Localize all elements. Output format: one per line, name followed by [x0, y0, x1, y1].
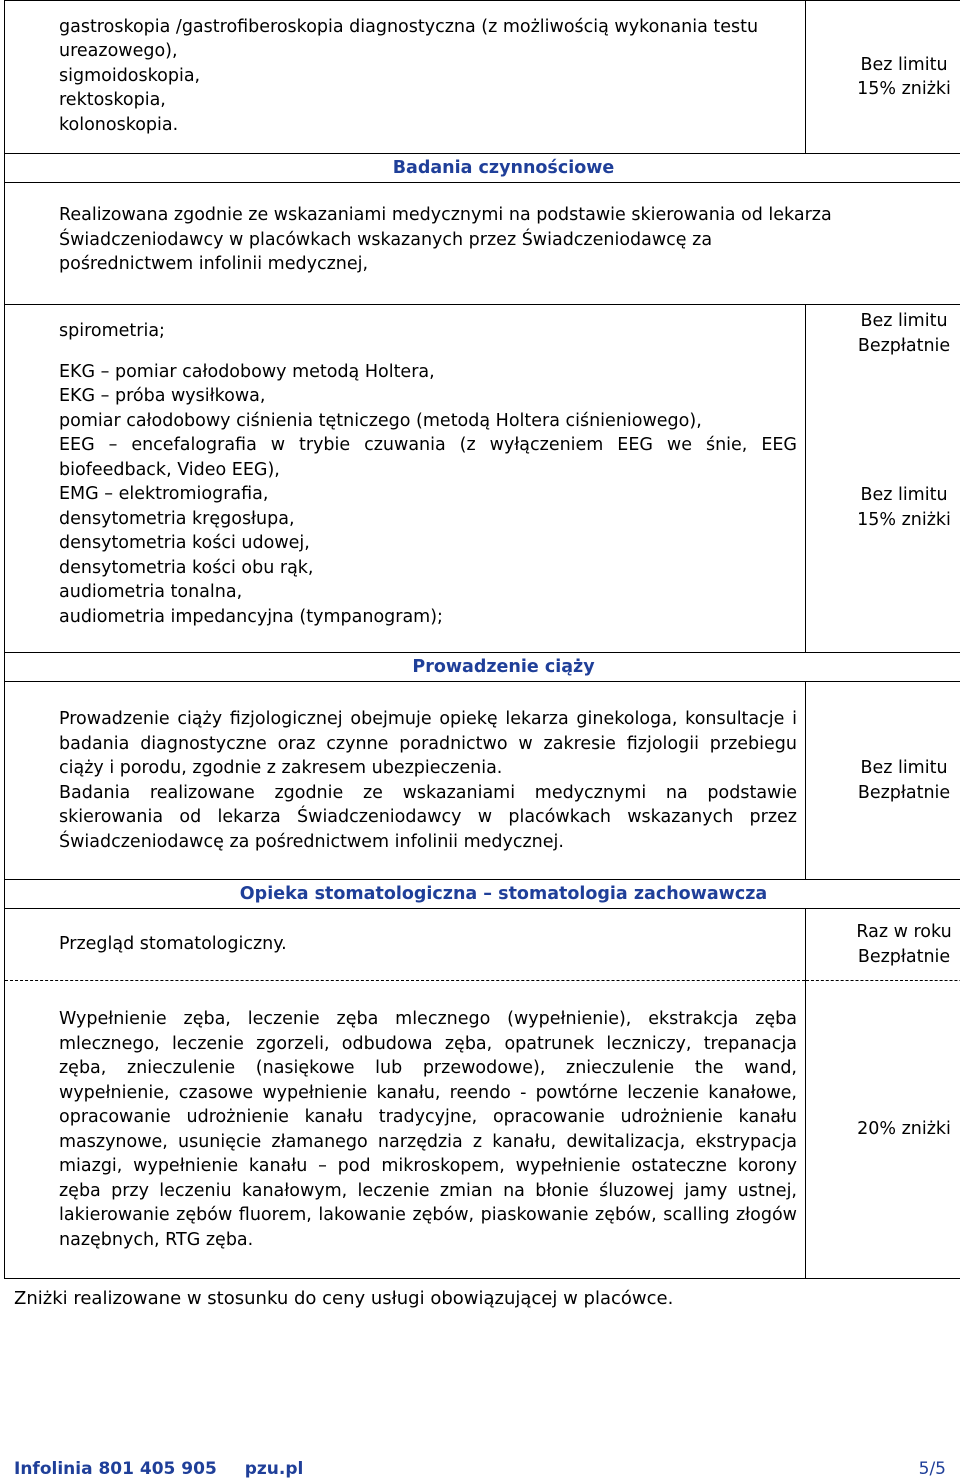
table-row — [5, 682, 960, 880]
list-item: densytometria kości obu rąk, — [59, 557, 314, 578]
endoscopy-line: kolonoskopia. — [59, 114, 179, 135]
dental-treatments-text: Wypełnienie zęba, leczenie zęba mlecznego (wypełnienie), ekstrakcja zęba mlecznego, leczenie zgorzeli, odbudowa zęba, opatrunek leczniczy, trepanacja zęba, znieczulenie (nasiękowe lub przewodowe), znieczulenie the wand, wypełnienie, czasowe wypełnienie kanału, reendo - powtórne leczenie kanałowe, opracowanie udrożnienie kanału tradycyjne, opracowanie udrożnienie kanału maszynowe, usunięcie złamanego narzędzia z kanału, dewitalizacja, ekstrypacja miazgi, wypełnienie kanału – pod mikroskopem, wypełnienie ostateczne korony zęba przy leczeniu kanałowym, leczenie zmian na błonie śluzowej jamy ustnej, lakierowanie zębów fluorem, lakowanie zębów, piaskowanie zębów, scalling złogów nazębnych, RTG zęba. — [59, 1009, 797, 1250]
list-item: EKG – pomiar całodobowy metodą Holtera, — [59, 361, 435, 382]
list-item: EKG – próba wysiłkowa, — [59, 386, 266, 406]
discount-text: 15% zniżki — [857, 509, 951, 530]
section-header-functional: Badania czynnościowe — [5, 154, 960, 183]
dental-checkup: Przegląd stomatologiczny. — [5, 909, 806, 981]
endoscopy-line: rektoskopia, — [59, 90, 166, 111]
list-item: densytometria kręgosłupa, — [59, 508, 295, 529]
pregnancy-text: Prowadzenie ciąży fizjologicznej obejmuje opiekę lekarza ginekologa, konsultacje i badania diagnostyczne oraz czynne poradnictwo w zakresie fizjologii przebiegu ciąży i porodu, zgodnie z zakresem ubezpieczenia. — [59, 709, 797, 778]
table-row — [5, 1, 960, 154]
section-header-dental: Opieka stomatologiczna – stomatologia zachowawcza — [5, 880, 960, 909]
functional-intro-text: Realizowana zgodnie ze wskazaniami medycznymi na podstawie skierowania od lekarza Świadczeniodawcy w placówkach wskazanych przez Świadczeniodawcę za pośrednictwem infolinii medycznej, — [59, 205, 832, 274]
pregnancy-limit-cell — [806, 682, 960, 880]
discount-text: 20% zniżki — [857, 1119, 951, 1140]
pregnancy-text: Badania realizowane zgodnie ze wskazaniami medycznymi na podstawie skierowania od lekarza Świadczeniodawcy w placówkach wskazanych przez Świadczeniodawcę za pośrednictwem infolinii medycznej. — [59, 782, 797, 852]
list-item: pomiar całodobowy ciśnienia tętniczego (metodą Holtera ciśnieniowego), — [59, 410, 702, 431]
table-row — [5, 880, 960, 909]
services-table — [4, 0, 960, 1279]
spirometry-item: spirometria; — [59, 321, 165, 341]
dental-treatments-discount-cell — [806, 981, 960, 1279]
pregnancy-description — [5, 682, 806, 880]
page-footer — [14, 1459, 946, 1479]
functional-intro — [5, 183, 960, 305]
list-item: EEG – encefalografia w trybie czuwania (z wyłączeniem EEG we śnie, EEG biofeedback, Video EEG), — [59, 435, 797, 480]
list-item: EMG – elektromiografia, — [59, 484, 269, 504]
endoscopy-line: sigmoidoskopia, — [59, 65, 201, 86]
dental-checkup-limit-cell — [806, 909, 960, 981]
discount-text: 15% zniżki — [857, 79, 951, 99]
page-number: 5/5 — [918, 1459, 946, 1479]
table-row — [5, 183, 960, 305]
table-row — [5, 981, 960, 1279]
table-row — [5, 305, 960, 653]
dental-treatments — [5, 981, 806, 1279]
price-text: Bezpłatnie — [857, 946, 951, 967]
endoscopy-description — [5, 1, 806, 154]
discount-note: Zniżki realizowane w stosunku do ceny usługi obowiązującej w placówce. — [14, 1288, 674, 1309]
list-item: audiometria impedancyjna (tympanogram); — [59, 606, 443, 627]
limit-text: Bez limitu — [860, 311, 948, 331]
endoscopy-line: gastroskopia /gastrofiberoskopia diagnostyczna (z możliwością wykonania testu ureazowego), — [59, 16, 759, 62]
table-row — [5, 154, 960, 183]
table-row — [5, 909, 960, 981]
table-row — [5, 653, 960, 682]
functional-limit-cell — [806, 305, 960, 653]
limit-text: Raz w roku — [856, 922, 952, 942]
site-link[interactable]: pzu.pl — [244, 1459, 304, 1479]
limit-text: Bez limitu — [860, 758, 948, 778]
functional-items — [5, 305, 806, 653]
list-item: audiometria tonalna, — [59, 582, 243, 602]
section-header-pregnancy: Prowadzenie ciąży — [5, 653, 960, 682]
infoline-text: Infolinia 801 405 905 — [14, 1459, 217, 1479]
limit-text: Bez limitu — [860, 485, 948, 505]
price-text: Bezpłatnie — [857, 335, 951, 356]
endoscopy-limit-cell — [806, 1, 960, 154]
price-text: Bezpłatnie — [857, 782, 951, 803]
list-item: densytometria kości udowej, — [59, 533, 310, 553]
limit-text: Bez limitu — [860, 54, 948, 75]
